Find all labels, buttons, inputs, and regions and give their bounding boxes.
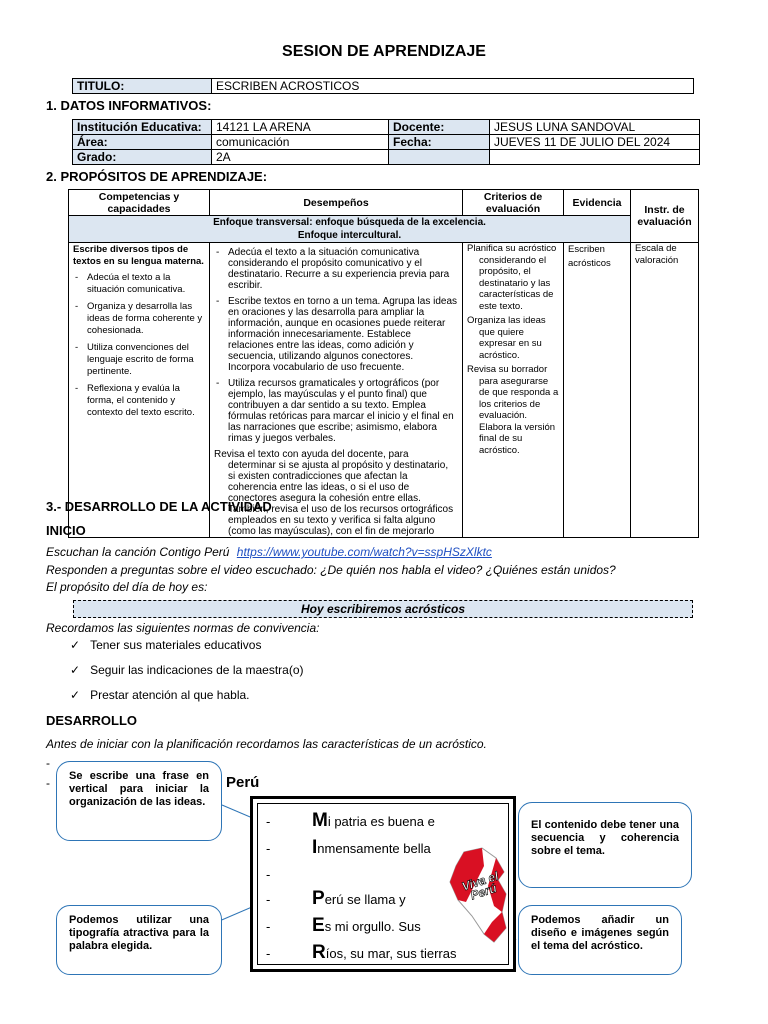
acrostico-line: - Inmensamente bella <box>266 837 431 858</box>
titulo-value: ESCRIBEN ACROSTICOS <box>212 79 694 94</box>
callout-bubble: Se escribe una frase en vertical para iniciar la organización de las ideas. <box>56 761 222 841</box>
section3-heading: 3.- DESARROLLO DE LA ACTIVIDAD <box>46 499 272 514</box>
competencia-title: Escribe diversos tipos de textos en su lengua materna. <box>73 244 204 267</box>
page-title: SESION DE APRENDIZAJE <box>282 43 486 60</box>
check-icon: ✓ <box>70 663 81 677</box>
normas-intro: Recordamos las siguientes normas de convivencia: <box>46 621 320 635</box>
dash-mark: - <box>46 756 50 770</box>
header-competencias: Competencias y capacidades <box>69 190 210 216</box>
acrostico-line: - Perú se llama y <box>266 888 406 909</box>
desarrollo-heading: DESARROLLO <box>46 713 137 728</box>
enfoque-intercultural: Enfoque intercultural. <box>297 230 402 241</box>
dash-mark: - <box>46 776 50 790</box>
inicio-line3: El propósito del día de hoy es: <box>46 580 208 594</box>
datos-label: Grado: <box>73 150 212 165</box>
list-item: - Reflexiona y evalúa la forma, el contenido y contexto del texto escrito. <box>87 383 205 419</box>
song-text: Escuchan la canción Contigo Perú <box>46 545 230 559</box>
acrostico-line: - Ríos, su mar, sus tierras <box>266 942 457 963</box>
list-item: - Escribe textos en torno a un tema. Agrupa las ideas en oraciones y las desarrolla para ampliar la información, aunque en ocasiones puede reiterar información innecesariamente. Establece relaciones entre las ideas, como adición y secuencia, utilizando algunos conectores. Incorpora vocabulario de uso frecuente. <box>228 296 458 373</box>
section2-heading: 2. PROPÓSITOS DE APRENDIZAJE: <box>46 169 268 184</box>
datos-value: JESUS LUNA SANDOVAL <box>490 120 700 135</box>
list-item: - Utiliza convenciones del lenguaje escrito de forma pertinente. <box>87 342 205 378</box>
acrostico-line: - <box>266 867 271 882</box>
datos-value: comunicación <box>212 135 389 150</box>
list-item: - Utiliza recursos gramaticales y ortográficos (por ejemplo, las mayúsculas y el punto final) que contribuyen a dar sentido a su texto. Emplea fórmulas retóricas para marcar el inicio y el final en las narraciones que escribe; asimismo, elabora rimas y juegos verbales. <box>228 378 458 444</box>
check-icon: ✓ <box>70 638 81 652</box>
list-item: - Organiza y desarrolla las ideas de forma coherente y cohesionada. <box>87 301 205 337</box>
desarrollo-intro: Antes de iniciar con la planificación recordamos las características de un acróstico. <box>46 737 487 751</box>
norma-item: ✓ Prestar atención al que habla. <box>70 688 250 702</box>
acrostico-box <box>250 796 516 972</box>
list-item: - Adecúa el texto a la situación comunicativa considerando el propósito comunicativo y el destinatario. Recurre a su experiencia previa para escribir. <box>228 247 458 291</box>
acrostico-line: - Es mi orgullo. Sus <box>266 915 421 936</box>
header-instrumento: Instr. de evaluación <box>631 190 699 243</box>
datos-value: JUEVES 11 DE JULIO DEL 2024 <box>490 135 700 150</box>
datos-label: Área: <box>73 135 212 150</box>
titulo-label: TITULO: <box>73 79 212 94</box>
proposito-box: Hoy escribiremos acrósticos <box>73 600 693 618</box>
inicio-line2: Responden a preguntas sobre el video escuchado: ¿De quién nos habla el video? ¿Quiénes están unidos? <box>46 563 616 577</box>
section1-heading: 1. DATOS INFORMATIVOS: <box>46 98 212 113</box>
datos-label: Fecha: <box>389 135 490 150</box>
criterio-item: Revisa su borrador para asegurarse de que responda a los criterios de evaluación. Elabora la versión final de su acróstico. <box>467 364 559 456</box>
acrostico-title: Perú <box>226 774 260 791</box>
norma-item: ✓ Tener sus materiales educativos <box>70 638 262 652</box>
datos-label: Docente: <box>389 120 490 135</box>
header-desempenos: Desempeños <box>210 190 463 216</box>
desempeno-final: Revisa el texto con ayuda del docente, para determinar si se ajusta al propósito y destinatario, si existen contradicciones que afectan la coherencia entre las ideas, o si el uso de conectores asegura la cohesión entre ellas. También, revisa el uso de los recursos ortográficos empleados en su texto y verifica si falta alguno (como las mayúsculas), con el fin de mejorarlo <box>214 449 454 537</box>
evidencia-cell: Escriben acrósticos <box>564 243 631 538</box>
instrumento-cell: Escala de valoración <box>631 243 699 538</box>
check-icon: ✓ <box>70 688 81 702</box>
peru-badge-text: Viva el Perú <box>460 868 501 903</box>
header-evidencia: Evidencia <box>564 190 631 216</box>
acrostico-inner <box>257 803 509 965</box>
callout-bubble: Podemos utilizar una tipografía atractiva para la palabra elegida. <box>56 905 222 975</box>
header-criterios: Criterios de evaluación <box>463 190 564 216</box>
datos-label: Institución Educativa: <box>73 120 212 135</box>
acrostico-line: - Mi patria es buena e <box>266 810 435 831</box>
criterio-item: Organiza las ideas que quiere expresar en su acróstico. <box>467 315 546 361</box>
list-item: - Adecúa el texto a la situación comunicativa. <box>87 272 205 296</box>
enfoque-transversal: Enfoque transversal: enfoque búsqueda de la excelencia. <box>213 217 486 228</box>
datos-value: 14121 LA ARENA <box>212 120 389 135</box>
youtube-link[interactable]: https://www.youtube.com/watch?v=sspHSzXlktc <box>236 545 492 559</box>
norma-item: ✓ Seguir las indicaciones de la maestra(o) <box>70 663 304 677</box>
callout-bubble: El contenido debe tener una secuencia y coherencia sobre el tema. <box>518 802 692 888</box>
criterio-item: Planifica su acróstico considerando el propósito, el destinatario y las características de este texto. <box>467 243 557 312</box>
datos-value: 2A <box>212 150 389 165</box>
inicio-heading: INICIO <box>46 523 86 538</box>
callout-bubble: Podemos añadir un diseño e imágenes según el tema del acróstico. <box>518 905 682 975</box>
